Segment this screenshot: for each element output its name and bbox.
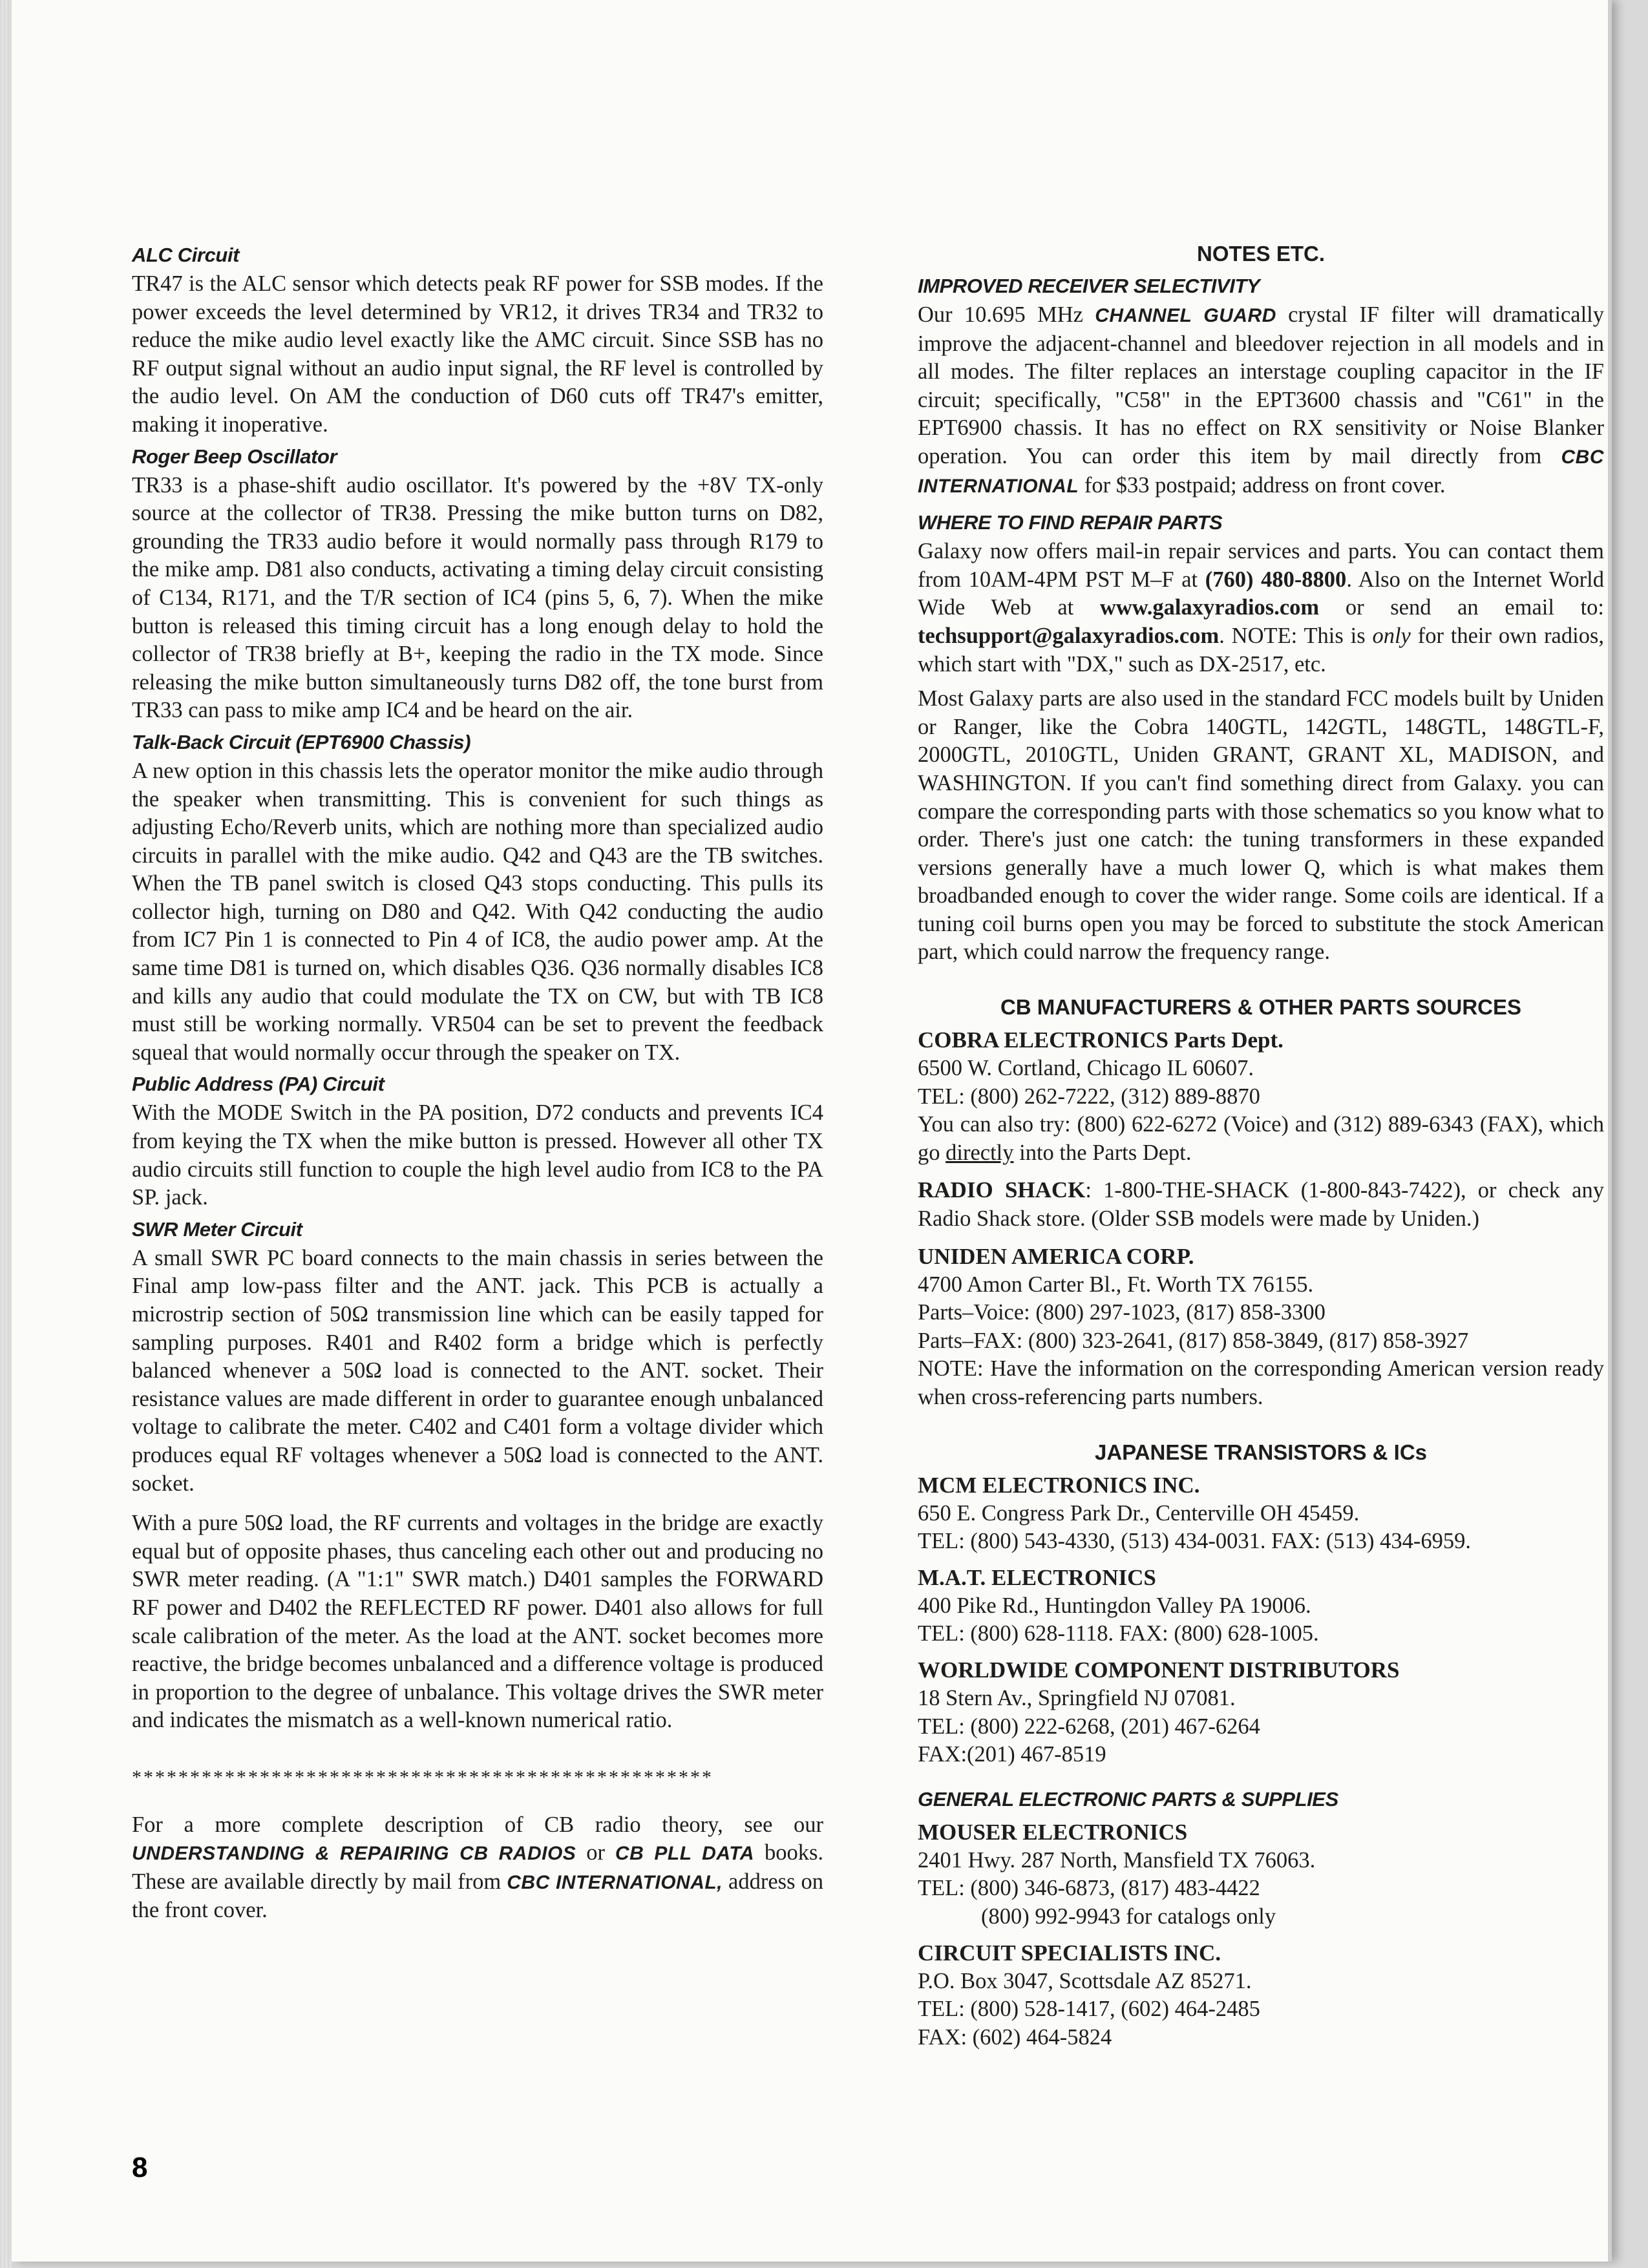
footer-books: books. <box>764 1840 824 1865</box>
channel-guard-brand: CHANNEL GUARD <box>1095 305 1276 326</box>
selectivity-text-1: Our 10.695 MHz <box>918 302 1083 327</box>
book-title-1: UNDERSTANDING & REPAIRING CB RADIOS <box>132 1843 576 1865</box>
mat-tel: TEL: (800) 628-1118. FAX: (800) 628-1005. <box>918 1621 1319 1646</box>
mouser-name: MOUSER ELECTRONICS <box>918 1819 1188 1845</box>
footer-text-3: address on the front cover. <box>132 1869 824 1923</box>
cobra-address: 6500 W. Cortland, Chicago IL 60607. <box>918 1056 1254 1081</box>
cbc-brand: CBC INTERNATIONAL <box>918 446 1604 497</box>
uniden-fax: Parts–FAX: (800) 323-2641, (817) 858-3849, (817) 858-3927 <box>918 1328 1469 1353</box>
manufacturers-heading: CB MANUFACTURERS & OTHER PARTS SOURCES <box>1000 995 1522 1020</box>
mat-address: 400 Pike Rd., Huntingdon Valley PA 19006. <box>918 1593 1311 1618</box>
roger-beep-text: TR33 is a phase-shift audio oscillator. It's powered by the +8V TX-only source at the collector of TR38. Pressing the mike button turns on D82, grounding the TR33 audio before it would normally pass through R179 to the mike amp. D81 also conducts, activating a timing delay circuit consisting of C134, R171, and the T/R section of IC4 (pins 5, 6, 7). When the mike button is released this timing circuit has a long enough delay to hold the collector of TR38 briefly at B+, keeping the radio in the TX mode. Since releasing the mike button simultaneously turns D82 off, the tone burst from TR33 can pass to mike amp IC4 and be heard on the air. <box>132 472 823 723</box>
pa-text: With the MODE Switch in the PA position, D72 conducts and prevents IC4 from keying the TX when the mike button is pressed. However all other TX audio circuits still function to couple the high level audio from IC8 to the PA SP. jack. <box>132 1100 823 1210</box>
uniden-voice: Parts–Voice: (800) 297-1023, (817) 858-3300 <box>918 1300 1326 1325</box>
radio-shack-text: : 1-800-THE-SHACK (1-800-843-7422), or check any Radio Shack store. (Older SSB models were made by Uniden.) <box>918 1178 1604 1232</box>
mat-name: M.A.T. ELECTRONICS <box>918 1564 1156 1590</box>
repair-text-2: . Also on the Internet World Wide Web at <box>918 567 1605 620</box>
selectivity-text <box>918 301 1604 500</box>
uniden-note: NOTE: Have the information on the corresponding American version ready when cross-referencing parts numbers. <box>918 1356 1604 1409</box>
cobra-also-end: into the Parts Dept. <box>1019 1140 1192 1165</box>
wcd-address: 18 Stern Av., Springfield NJ 07081. <box>918 1685 1236 1710</box>
selectivity-text-2: crystal IF filter will dramatically improve the adjacent-channel and bleedover rejection in all models and in all modes. The filter replaces an interstage coupling capacitor in the IF circuit; specifically, "C58" in the EPT3600 chassis and "C61" in the EPT6900 chassis. It has no effect on RX sensitivity or Noise Blanker operation. You can order this item by mail directly from <box>918 302 1605 468</box>
cobra-tel: TEL: (800) 262-7222, (312) 889-8870 <box>918 1084 1260 1109</box>
separator-stars: ************************************************** <box>132 1766 713 1788</box>
alc-heading: ALC Circuit <box>132 244 240 266</box>
talkback-text: A new option in this chassis lets the operator monitor the mike audio through the speaker when transmitting. This is convenient for such things as adjusting Echo/Reverb units, which are nothing more than specialized audio circuits in parallel with the mike audio. Q42 and Q43 are the TB switches. When the TB panel switch is closed Q43 stops conducting. This pulls its collector high, turning on D80 and Q42. With Q42 conducting the audio from IC7 Pin 1 is connected to Pin 4 of IC8, the audio power amp. At the same time D81 is turned on, which disables Q36. Q36 normally disables IC8 and kills any audio that could modulate the TX on CW, but with TB IC8 must still be working normally. VR504 can be set to prevent the feedback squeal that would normally occur through the speaker on TX. <box>132 758 823 1065</box>
mcm-tel: TEL: (800) 543-4330, (513) 434-0031. FAX: (513) 434-6959. <box>918 1529 1471 1554</box>
mcm-name: MCM ELECTRONICS INC. <box>918 1472 1200 1498</box>
japanese-heading: JAPANESE TRANSISTORS & ICs <box>1094 1440 1428 1464</box>
footer-text-2: These are available directly by mail from <box>132 1869 502 1894</box>
wcd-fax: FAX:(201) 467-8519 <box>918 1742 1106 1767</box>
pa-heading: Public Address (PA) Circuit <box>132 1073 385 1096</box>
mouser-tel: TEL: (800) 346-6873, (817) 483-4422 <box>918 1876 1260 1901</box>
selectivity-text-3: for $33 postpaid; address on front cover. <box>1084 472 1446 498</box>
wcd-name: WORLDWIDE COMPONENT DISTRIBUTORS <box>918 1657 1400 1683</box>
only-emphasis: only <box>1372 623 1411 648</box>
left-column <box>132 239 823 1929</box>
footer-text-1: For a more complete description of CB radio theory, see our <box>132 1812 823 1837</box>
cbc-international-brand: CBC INTERNATIONAL, <box>507 1871 723 1893</box>
circuit-specialists-name: CIRCUIT SPECIALISTS INC. <box>918 1940 1221 1966</box>
general-parts-heading: GENERAL ELECTRONIC PARTS & SUPPLIES <box>918 1787 1338 1811</box>
circuit-specialists-tel: TEL: (800) 528-1417, (602) 464-2485 <box>918 1997 1260 2022</box>
parts-text: Most Galaxy parts are also used in the standard FCC models built by Uniden or Ranger, like the Cobra 140GTL, 142GTL, 148GTL, 148GTL-F, 2000GTL, 2010GTL, Uniden GRANT, GRANT XL, MADISON, and WASHINGTON. If you can't find something direct from Galaxy. you can compare the corresponding parts with those schematics so you know what to order. There's just one catch: the tuning transformers in these expanded versions generally have a much lower Q, which is what makes them broadbanded enough to cover the wider range. Some coils are identical. If a tuning coil burns open you may be forced to substitute the stock American part, which could narrow the frequency range. <box>918 686 1604 965</box>
right-column <box>918 239 1604 2052</box>
repair-heading: WHERE TO FIND REPAIR PARTS <box>918 511 1223 534</box>
circuit-specialists-fax: FAX: (602) 464-5824 <box>918 2024 1112 2050</box>
radio-shack <box>918 1176 1604 1233</box>
radio-shack-name: RADIO SHACK <box>918 1177 1086 1203</box>
swr-text-2: With a pure 50Ω load, the RF currents and voltages in the bridge are exactly equal but of opposite phases, thus canceling each other out and producing no SWR meter reading. (A "1:1" SWR match.) D401 samples the FORWARD RF power and D402 the REFLECTED RF power. D401 also allows for full scale calibration of the meter. As the load at the ANT. socket becomes more reactive, the bridge becomes unbalanced and a difference voltage is produced in proportion to the degree of unbalance. This voltage drives the SWR meter and indicates the mismatch as a well-known numerical ratio. <box>132 1511 823 1733</box>
repair-text-5: for their own radios, which start with "DX," such as DX-2517, etc. <box>918 623 1605 677</box>
cobra-name: COBRA ELECTRONICS Parts Dept. <box>918 1027 1284 1053</box>
repair-text-1: Galaxy now offers mail-in repair services and parts. You can contact them from 10AM-4PM PST M–F at <box>918 539 1604 592</box>
mouser-catalog: (800) 992-9943 for catalogs only <box>981 1904 1276 1929</box>
galaxy-email: techsupport@galaxyradios.com <box>918 623 1220 648</box>
alc-text: TR47 is the ALC sensor which detects peak RF power for SSB modes. If the power exceeds the level determined by VR12, it drives TR34 and TR32 to reduce the mike audio level exactly like the AMC circuit. Since SSB has no RF output signal without an audio input signal, the RF level is controlled by the audio level. On AM the conduction of D60 cuts off TR47's emitter, making it inoperative. <box>132 271 823 437</box>
mouser-address: 2401 Hwy. 287 North, Mansfield TX 76063. <box>918 1847 1316 1873</box>
footer-paragraph <box>132 1811 823 1925</box>
directly-underline: directly <box>945 1140 1014 1165</box>
repair-text-4: . NOTE: This is <box>1219 623 1366 648</box>
wcd-tel: TEL: (800) 222-6268, (201) 467-6264 <box>918 1714 1260 1739</box>
repair-text-3: or send an email to: <box>1345 595 1605 620</box>
uniden-address: 4700 Amon Carter Bl., Ft. Worth TX 76155. <box>918 1272 1314 1297</box>
cobra-also <box>918 1111 1604 1167</box>
talkback-heading: Talk-Back Circuit (EPT6900 Chassis) <box>132 730 471 753</box>
cobra-also-text: You can also try: (800) 622-6272 (Voice) and (312) 889-6343 (FAX), which go <box>918 1112 1604 1165</box>
mcm-address: 650 E. Congress Park Dr., Centerville OH 45459. <box>918 1500 1360 1526</box>
book-title-2: CB PLL DATA <box>615 1843 755 1865</box>
swr-text-1: A small SWR PC board connects to the main chassis in series between the Final amp low-pass filter and the ANT. jack. This PCB is actually a microstrip section of 50Ω transmission line which can be easily tapped for sampling purposes. R401 and R402 form a bridge which is perfectly balanced whenever a 50Ω load is connected to the ANT. socket. Their resistance values are made different in order to guarantee enough unbalanced voltage to calibrate the meter. C402 and C401 form a voltage divider which produces equal RF voltages whenever a 50Ω load is connected to the ANT. socket. <box>132 1245 823 1496</box>
swr-heading: SWR Meter Circuit <box>132 1217 302 1241</box>
selectivity-heading: IMPROVED RECEIVER SELECTIVITY <box>918 275 1260 297</box>
page-number: 8 <box>132 2152 148 2183</box>
galaxy-website: www.galaxyradios.com <box>1099 595 1320 620</box>
galaxy-phone: (760) 480-8800 <box>1205 567 1347 592</box>
circuit-specialists-address: P.O. Box 3047, Scottsdale AZ 85271. <box>918 1968 1252 1993</box>
footer-or: or <box>586 1840 605 1865</box>
roger-beep-heading: Roger Beep Oscillator <box>132 445 337 468</box>
uniden-name: UNIDEN AMERICA CORP. <box>918 1243 1194 1269</box>
document-page <box>12 0 1612 2262</box>
notes-heading: NOTES ETC. <box>1196 242 1326 266</box>
repair-text <box>918 538 1604 678</box>
